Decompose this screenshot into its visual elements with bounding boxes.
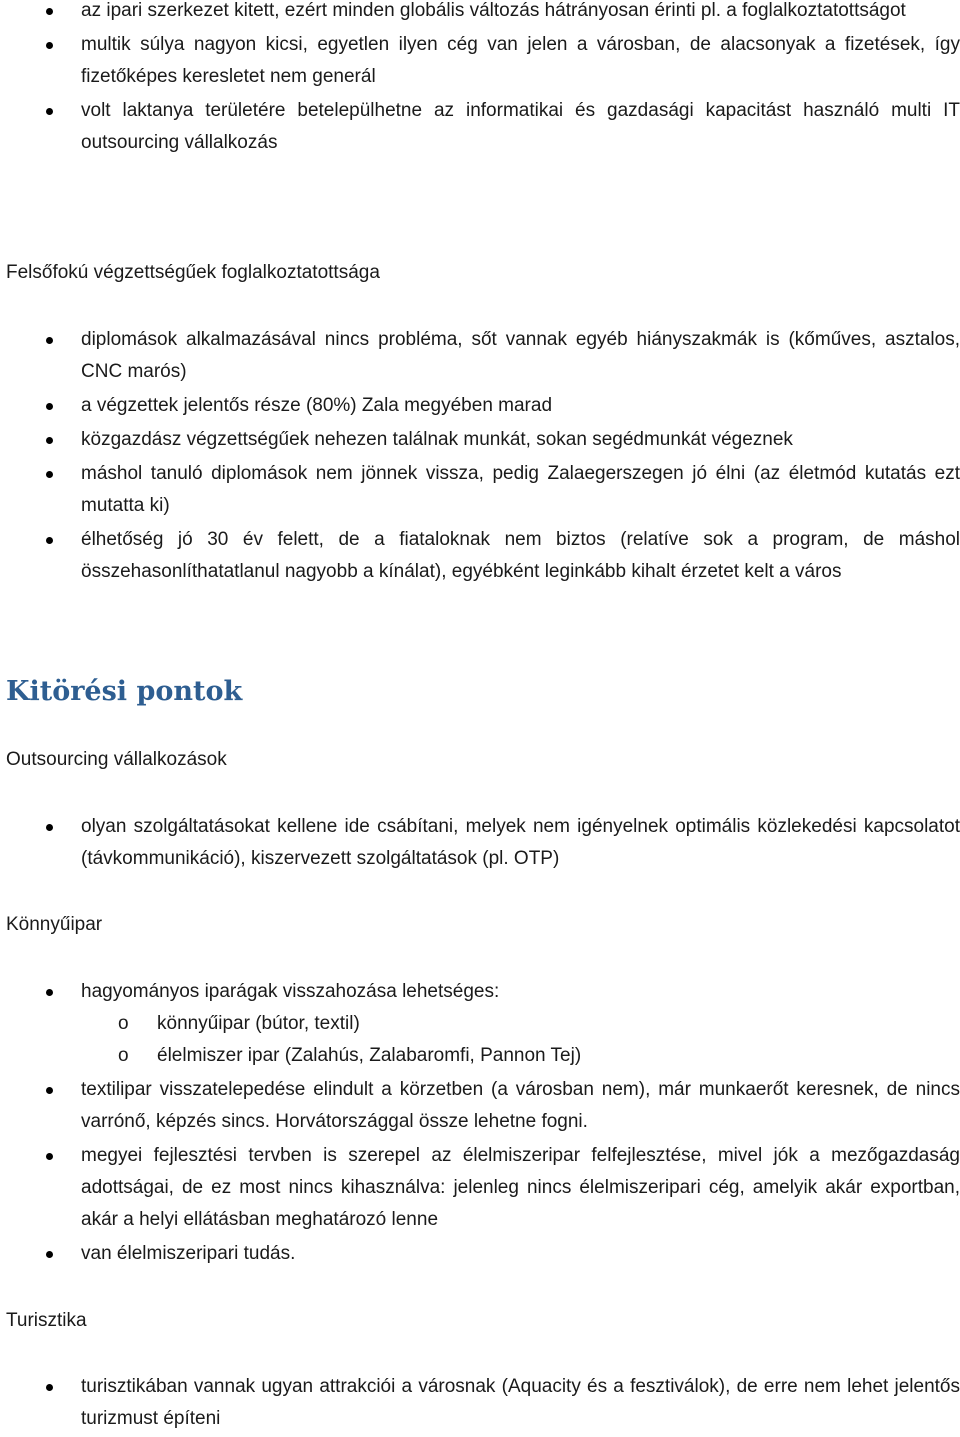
list-item-text: hagyományos iparágak visszahozása lehetséges: <box>81 981 500 1002</box>
list-item: megyei fejlesztési tervben is szerepel az élelmiszeripar felfejlesztése, mivel jók a mezőgazdaság adottságai, de ez most nincs kihasználva: jelenleg nincs élelmiszeripari cég, amelyik akár exportban, akár a helyi ellátásban meghatározó lenne <box>0 1140 960 1236</box>
list-item <box>0 976 960 1072</box>
list-item: multik súlya nagyon kicsi, egyetlen ilyen cég van jelen a városban, de alacsonyak a fizetések, így fizetőképes keresletet nem generál <box>0 29 960 93</box>
section-heading-light-industry: Könnyűipar <box>6 914 103 935</box>
tourism-bullet-list <box>0 1371 960 1437</box>
list-item: diplomások alkalmazásával nincs probléma, sőt vannak egyéb hiányszakmák is (kőműves, asztalos, CNC marós) <box>0 324 960 388</box>
section-heading-graduates: Felsőfokú végzettségűek foglalkoztatottsága <box>6 262 380 283</box>
sub-list-item: o könnyűipar (bútor, textil) <box>0 1008 960 1040</box>
section-heading-outsourcing: Outsourcing vállalkozások <box>6 749 227 770</box>
list-item: turisztikában vannak ugyan attrakciói a városnak (Aquacity és a fesztiválok), de erre nem lehet jelentős turizmust építeni <box>0 1371 960 1435</box>
list-item: közgazdász végzettségűek nehezen találnak munkát, sokan segédmunkát végeznek <box>0 424 960 456</box>
list-item: van élelmiszeripari tudás. <box>0 1238 960 1270</box>
section-title-breakout-points: Kitörési pontok <box>6 676 243 707</box>
list-item: máshol tanuló diplomások nem jönnek vissza, pedig Zalaegerszegen jó élni (az életmód kutatás ezt mutatta ki) <box>0 458 960 522</box>
top-bullet-list <box>0 0 960 161</box>
outsourcing-bullet-list <box>0 811 960 877</box>
list-item: volt laktanya területére betelepülhetne az informatikai és gazdasági kapacitást használó multi IT outsourcing vállalkozás <box>0 95 960 159</box>
list-item: olyan szolgáltatásokat kellene ide csábítani, melyek nem igényelnek optimális közlekedési kapcsolatot (távkommunikáció), kiszervezett szolgáltatások (pl. OTP) <box>0 811 960 875</box>
list-item: a végzettek jelentős része (80%) Zala megyében marad <box>0 390 960 422</box>
sub-list <box>0 1008 960 1072</box>
list-item: élhetőség jó 30 év felett, de a fiataloknak nem biztos (relatíve sok a program, de máshol összehasonlíthatatlanul nagyobb a kínálat), egyébként leginkább kihalt érzetet kelt a város <box>0 524 960 588</box>
light-industry-bullet-list <box>0 976 960 1272</box>
list-item: az ipari szerkezet kitett, ezért minden globális változás hátrányosan érinti pl. a foglalkoztatottságot <box>0 0 960 27</box>
sub-list-item: o élelmiszer ipar (Zalahús, Zalabaromfi, Pannon Tej) <box>0 1040 960 1072</box>
graduates-bullet-list <box>0 324 960 590</box>
list-item: textilipar visszatelepedése elindult a körzetben (a városban nem), már munkaerőt keresnek, de nincs varrónő, képzés sincs. Horvátországgal össze lehetne fogni. <box>0 1074 960 1138</box>
section-heading-tourism: Turisztika <box>6 1310 87 1331</box>
